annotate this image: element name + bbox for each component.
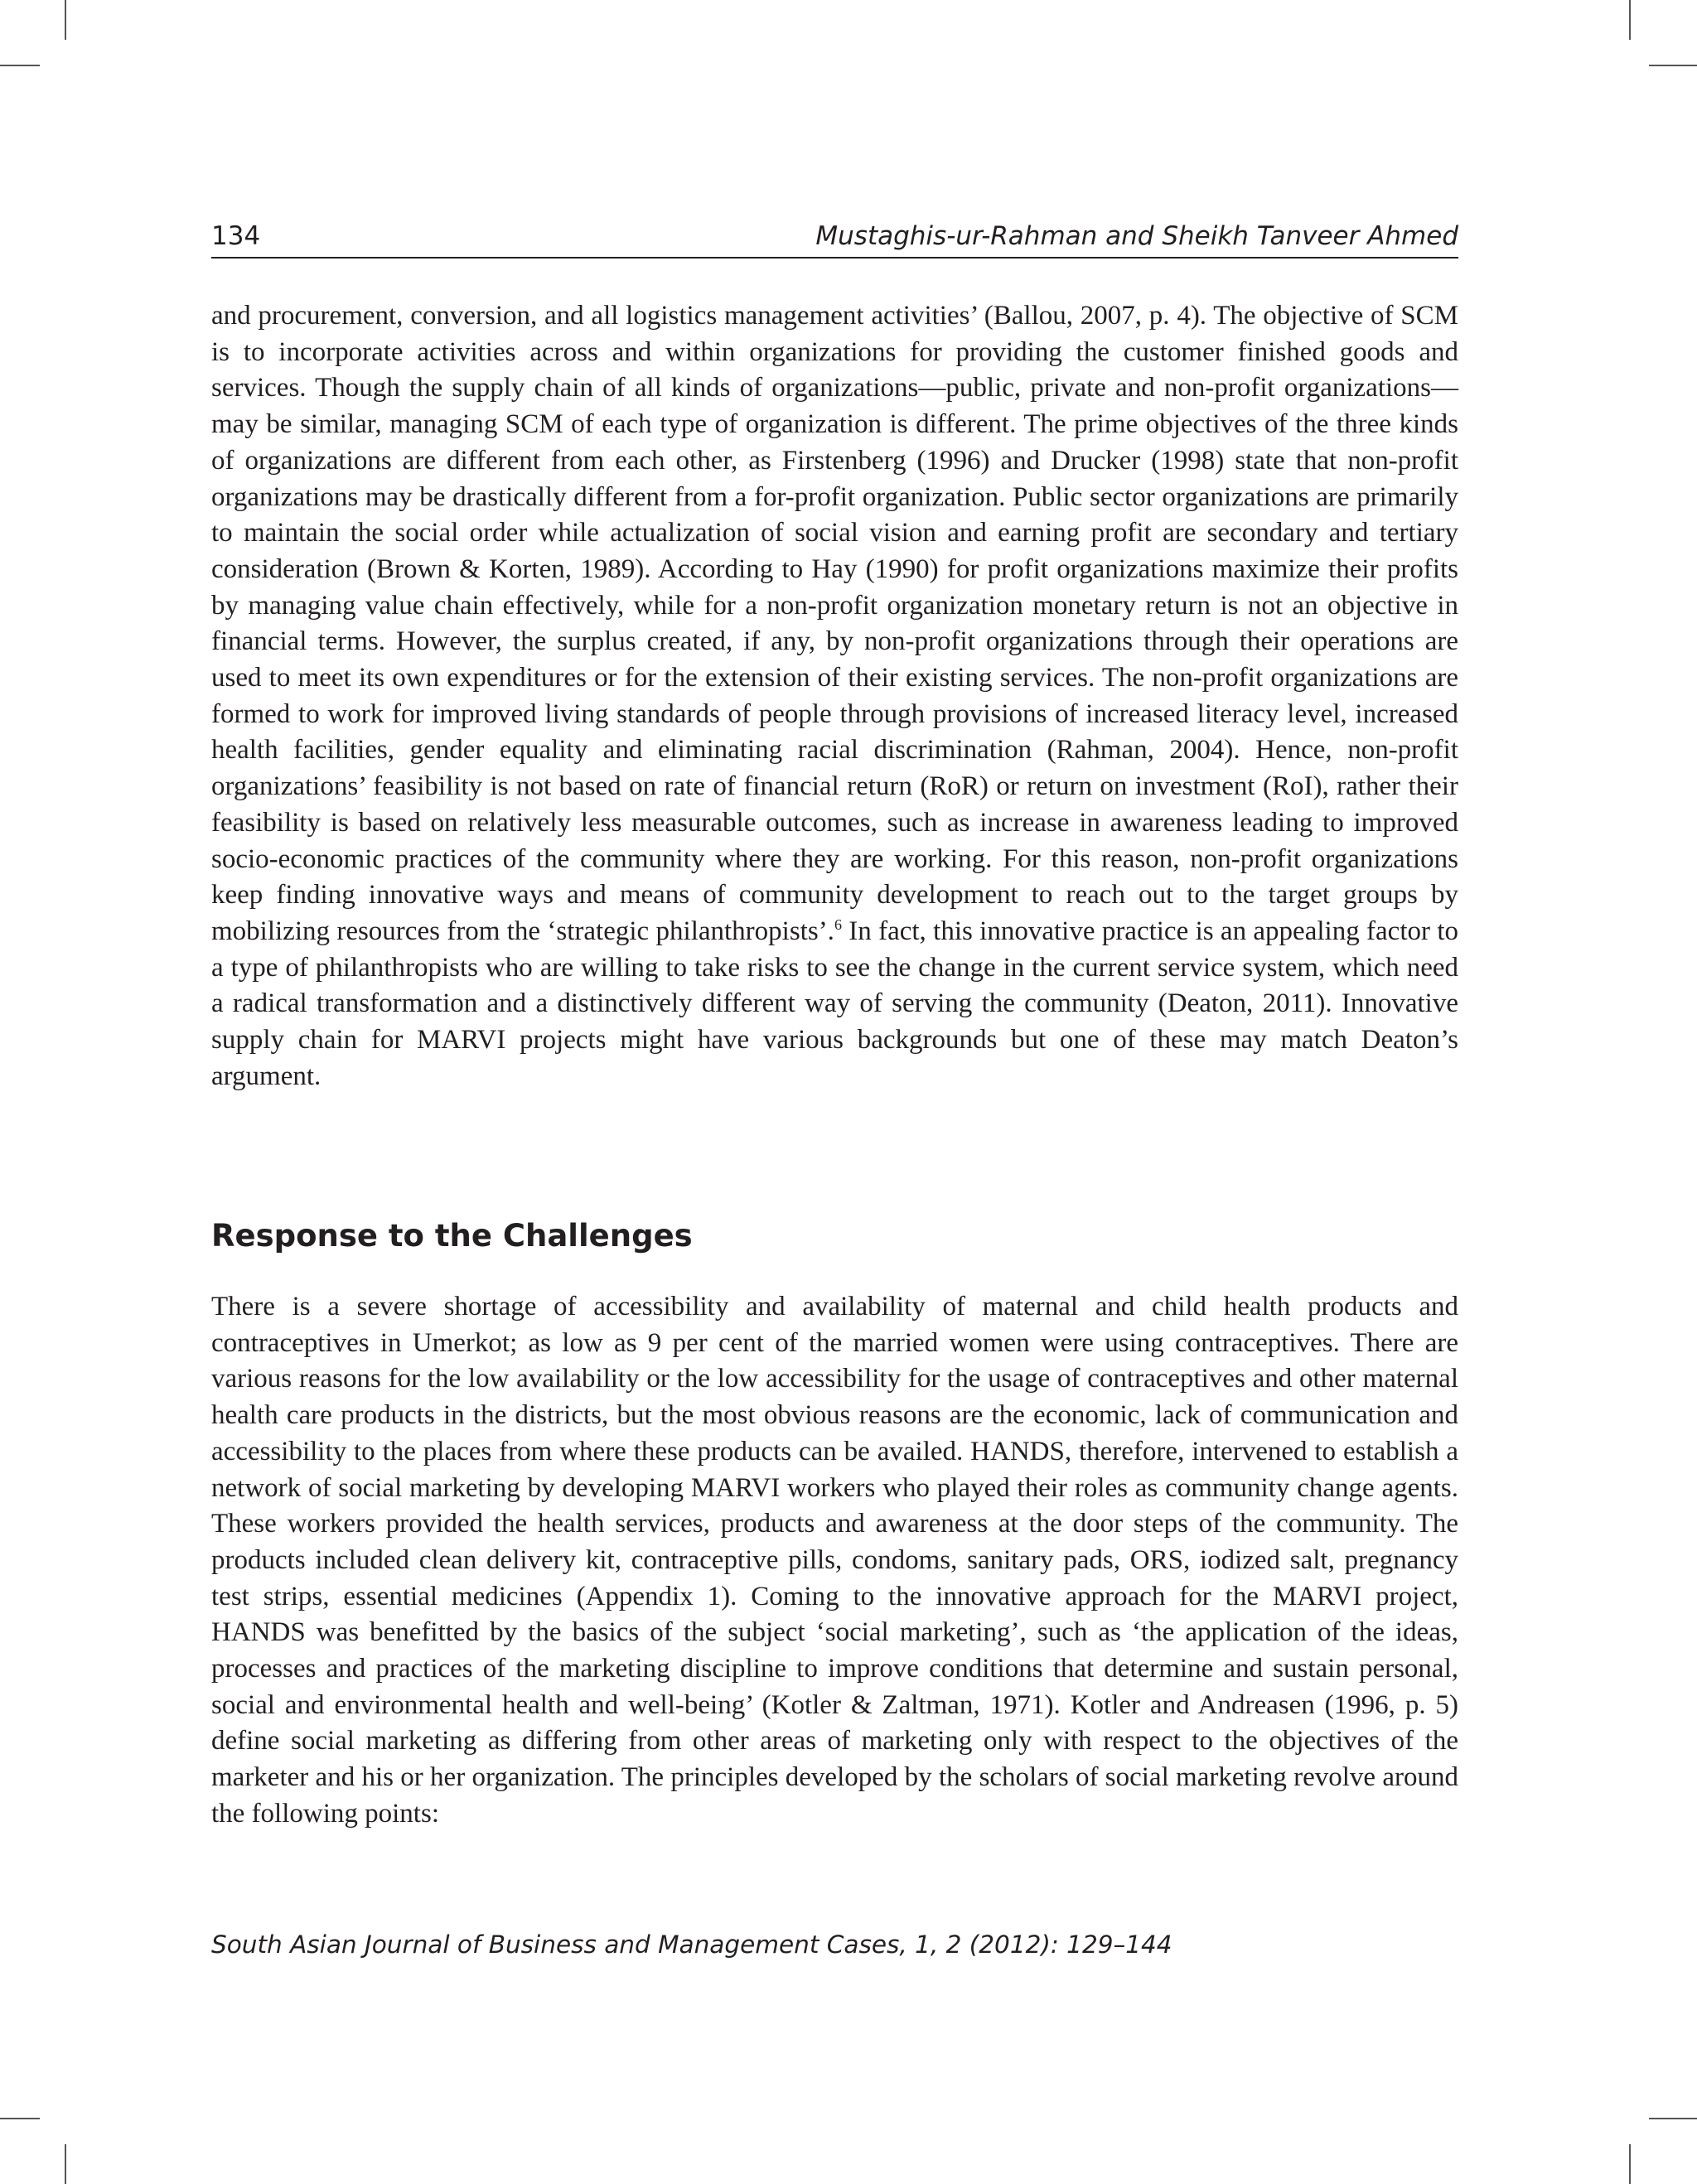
crop-mark (1649, 65, 1697, 66)
crop-mark (1649, 2118, 1697, 2119)
section-heading: Response to the Challenges (211, 1218, 693, 1254)
crop-mark (1629, 2144, 1631, 2184)
paragraph-text-continued: In fact, this innovative practice is an appealing factor to a type of philanthropists who are willing to take risks to see the change in the current service system, which need a radical transformation and a distinctively different way of serving the community (Deaton, 2011). Innovative supply chain for MARVI projects might have various backgrounds but one of these may match Deaton’s argument. (211, 916, 1458, 1091)
body-paragraph (211, 298, 1458, 1094)
paragraph-text: and procurement, conversion, and all logistics management activities’ (Ballou, 2007, p. 4). The objective of SCM is to incorporate activities across and within organizations for providing the customer finished goods and services. Though the supply chain of all kinds of organizations—public, private and non-profit organizations—may be similar, managing SCM of each type of organization is different. The prime objectives of the three kinds of organizations are different from each other, as Firstenberg (1996) and Drucker (1998) state that non-profit organizations may be drastically different from a for-profit organization. Public sector organizations are primarily to maintain the social order while actualization of social vision and earning profit are secondary and tertiary consideration (Brown & Korten, 1989). According to Hay (1990) for profit organizations maximize their profits by managing value chain effectively, while for a non-profit organization monetary return is not an objective in financial terms. However, the surplus created, if any, by non-profit organizations through their operations are used to meet its own expenditures or for the extension of their existing services. The non-profit organizations are formed to work for improved living standards of people through provisions of increased literacy level, increased health facilities, gender equality and eliminating racial discrimination (Rahman, 2004). Hence, non-profit organizations’ feasibility is not based on rate of financial return (RoR) or return on investment (RoI), rather their feasibility is based on relatively less measurable outcomes, such as increase in awareness leading to improved socio-economic practices of the community where they are working. For this reason, non-profit organizations keep finding innovative ways and means of community development to reach out to the target groups by mobilizing resources from the ‘strategic philanthropists’. (211, 301, 1458, 946)
crop-mark (65, 0, 66, 40)
footnote-reference[interactable]: 6 (834, 916, 842, 933)
running-head: Mustaghis-ur-Rahman and Sheikh Tanveer Ahmed (815, 221, 1458, 251)
journal-citation-footer: South Asian Journal of Business and Management Cases, 1, 2 (2012): 129–144 (211, 1930, 1172, 1959)
section-paragraph: There is a severe shortage of accessibility and availability of maternal and child health products and contraceptives in Umerkot; as low as 9 per cent of the married women were using contraceptives. There are various reasons for the low availability or the low accessibility for the usage of contraceptives and other maternal health care products in the districts, but the most obvious reasons are the economic, lack of communication and accessibility to the places from where these products can be availed. HANDS, therefore, intervened to establish a network of social marketing by developing MARVI workers who played their roles as community change agents. These workers provided the health services, products and awareness at the door steps of the community. The products included clean delivery kit, contraceptive pills, condoms, sanitary pads, ORS, iodized salt, pregnancy test strips, essential medicines (Appendix 1). Coming to the innovative approach for the MARVI project, HANDS was benefitted by the basics of the subject ‘social marketing’, such as ‘the application of the ideas, processes and practices of the marketing discipline to improve conditions that determine and sustain personal, social and environmental health and well-being’ (Kotler & Zaltman, 1971). Kotler and Andreasen (1996, p. 5) define social marketing as differing from other areas of marketing only with respect to the objectives of the marketer and his or her organization. The principles developed by the scholars of social marketing revolve around the following points: (211, 1292, 1458, 1829)
crop-mark (65, 2144, 66, 2184)
page-header (211, 217, 1458, 259)
crop-mark (0, 2118, 40, 2119)
crop-mark (1629, 0, 1631, 40)
page-number: 134 (211, 221, 261, 251)
crop-mark (0, 65, 40, 66)
